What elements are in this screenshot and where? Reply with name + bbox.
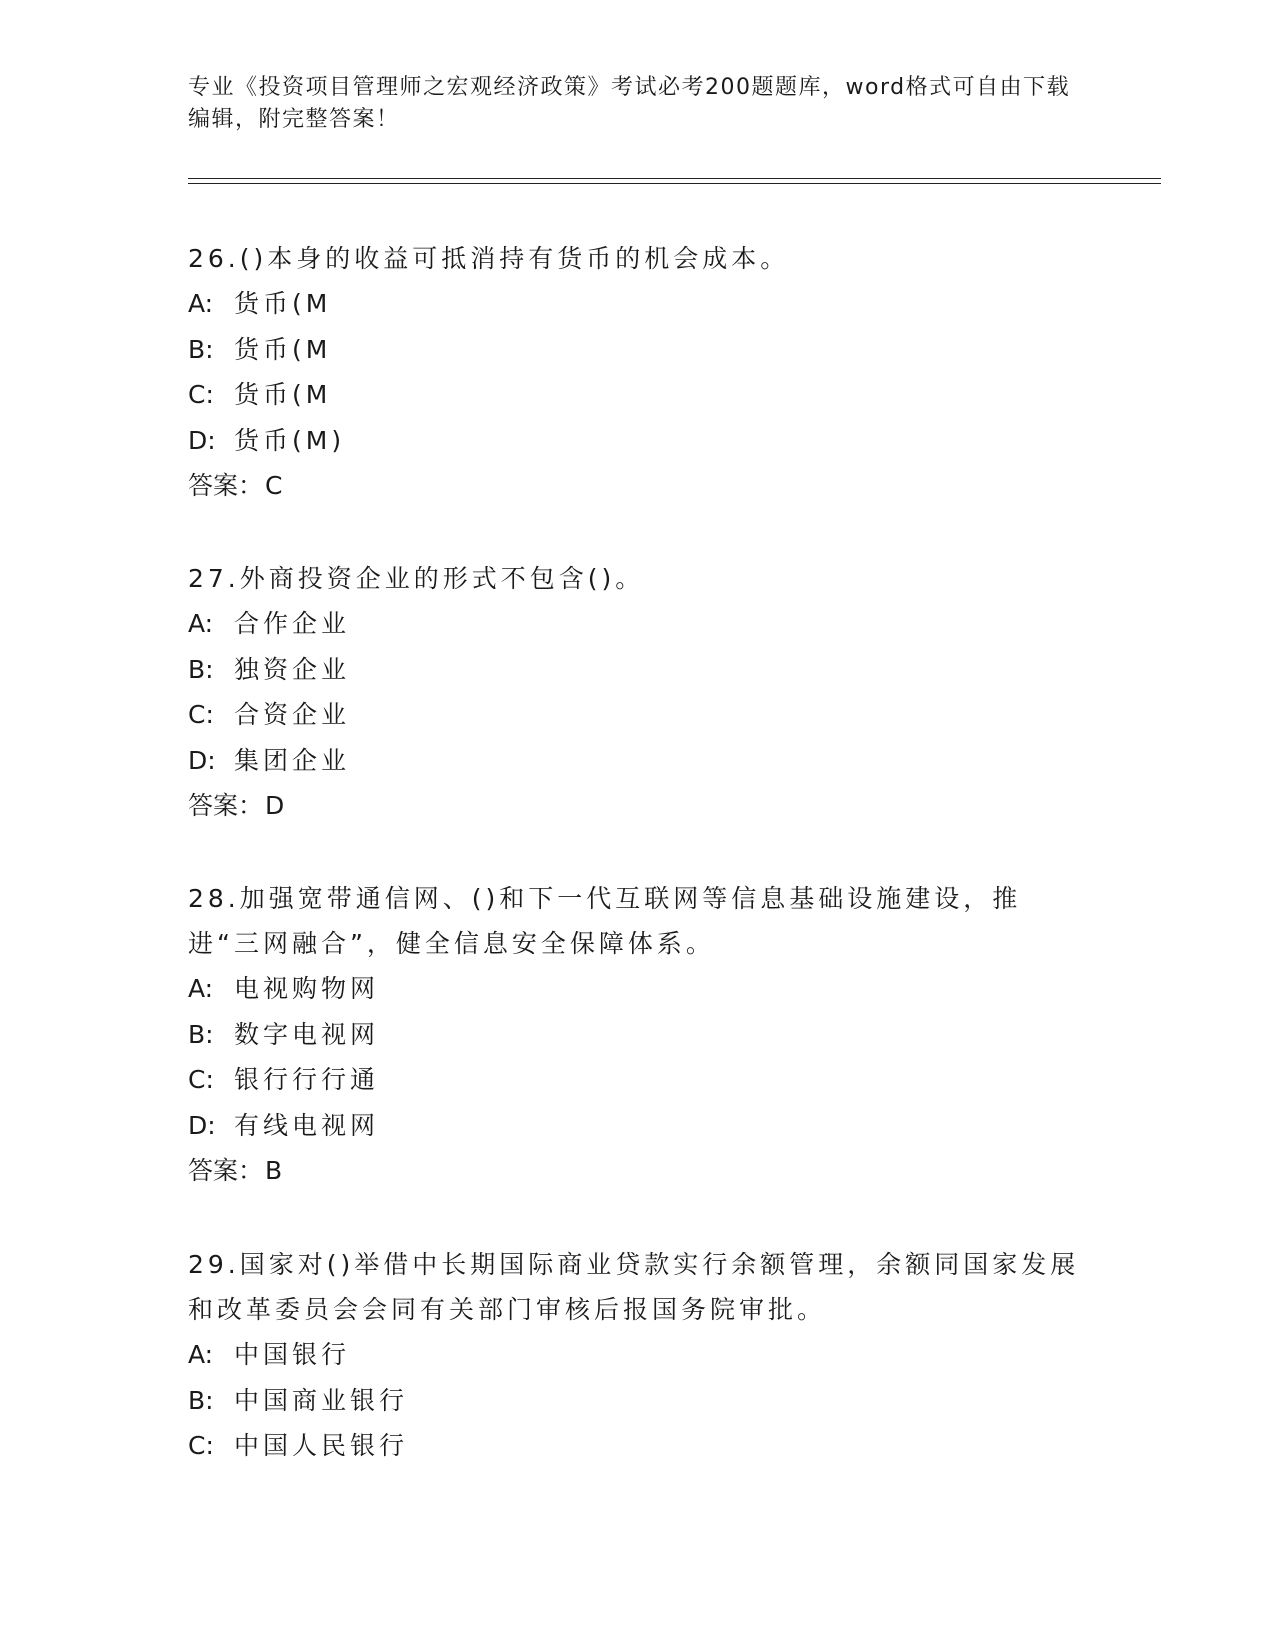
option-d <box>188 418 1088 464</box>
option-letter: B: <box>188 1019 214 1049</box>
option-text: 电视购物网 <box>234 974 380 1003</box>
option-letter: D: <box>188 745 216 775</box>
option-letter: A: <box>188 609 214 638</box>
answer-label: 答案： <box>188 1156 264 1185</box>
option-letter: D: <box>188 1110 216 1140</box>
option-text: 货币(M <box>234 289 332 318</box>
option-b <box>188 647 1088 693</box>
option-d <box>188 738 1088 784</box>
option-letter: A: <box>188 1340 214 1369</box>
question-stem: 29.国家对()举借中长期国际商业贷款实行余额管理，余额同国家发展和改革委员会会同有关部门审核后报国务院审批。 <box>188 1250 1080 1324</box>
option-a <box>188 966 1088 1012</box>
option-c <box>188 1423 1088 1469</box>
option-text: 中国银行 <box>234 1340 351 1369</box>
option-letter: B: <box>188 334 214 364</box>
question-stem: 26.()本身的收益可抵消持有货币的机会成本。 <box>188 244 790 273</box>
option-letter: C: <box>188 380 214 409</box>
question-stem: 28.加强宽带通信网、()和下一代互联网等信息基础设施建设，推进“三网融合”，健全信息安全保障体系。 <box>188 884 1022 958</box>
option-a <box>188 1332 1088 1378</box>
option-a <box>188 601 1088 647</box>
option-text: 合资企业 <box>234 700 351 729</box>
option-text: 集团企业 <box>234 745 351 775</box>
option-c <box>188 692 1088 738</box>
answer-value: D <box>265 791 285 820</box>
answer-value: C <box>265 471 283 500</box>
option-text: 货币(M) <box>234 425 346 455</box>
answer-label: 答案： <box>188 791 264 820</box>
option-text: 独资企业 <box>234 654 351 684</box>
answer-line <box>188 783 1088 828</box>
option-d <box>188 1103 1088 1149</box>
option-letter: D: <box>188 425 216 455</box>
answer-label: 答案： <box>188 471 264 500</box>
option-text: 银行行行通 <box>234 1065 380 1094</box>
option-text: 货币(M <box>234 380 332 409</box>
question-29 <box>188 1242 1088 1469</box>
document-title: 专业《投资项目管理师之宏观经济政策》考试必考200题题库，word格式可自由下载编辑，附完整答案！ <box>188 75 1071 132</box>
option-text: 中国人民银行 <box>234 1431 409 1460</box>
question-27 <box>188 556 1088 828</box>
option-letter: B: <box>188 1385 214 1415</box>
option-text: 合作企业 <box>234 609 351 638</box>
option-letter: A: <box>188 289 214 318</box>
option-a <box>188 281 1088 327</box>
option-b <box>188 1378 1088 1424</box>
option-letter: C: <box>188 1431 214 1460</box>
answer-line <box>188 1148 1088 1193</box>
document-header <box>188 72 1088 136</box>
header-divider-bottom <box>188 183 1161 184</box>
answer-value: B <box>265 1156 283 1185</box>
option-text: 中国商业银行 <box>234 1385 409 1415</box>
option-text: 有线电视网 <box>234 1110 380 1140</box>
question-28 <box>188 876 1088 1193</box>
option-text: 货币(M <box>234 334 332 364</box>
option-letter: B: <box>188 654 214 684</box>
option-letter: C: <box>188 1065 214 1094</box>
option-letter: A: <box>188 974 214 1003</box>
header-divider-top <box>188 178 1161 179</box>
option-b <box>188 327 1088 373</box>
option-letter: C: <box>188 700 214 729</box>
question-stem: 27.外商投资企业的形式不包含()。 <box>188 564 645 593</box>
option-b <box>188 1012 1088 1058</box>
option-c <box>188 1057 1088 1103</box>
answer-line <box>188 463 1088 508</box>
option-text: 数字电视网 <box>234 1019 380 1049</box>
question-26 <box>188 236 1088 508</box>
option-c <box>188 372 1088 418</box>
